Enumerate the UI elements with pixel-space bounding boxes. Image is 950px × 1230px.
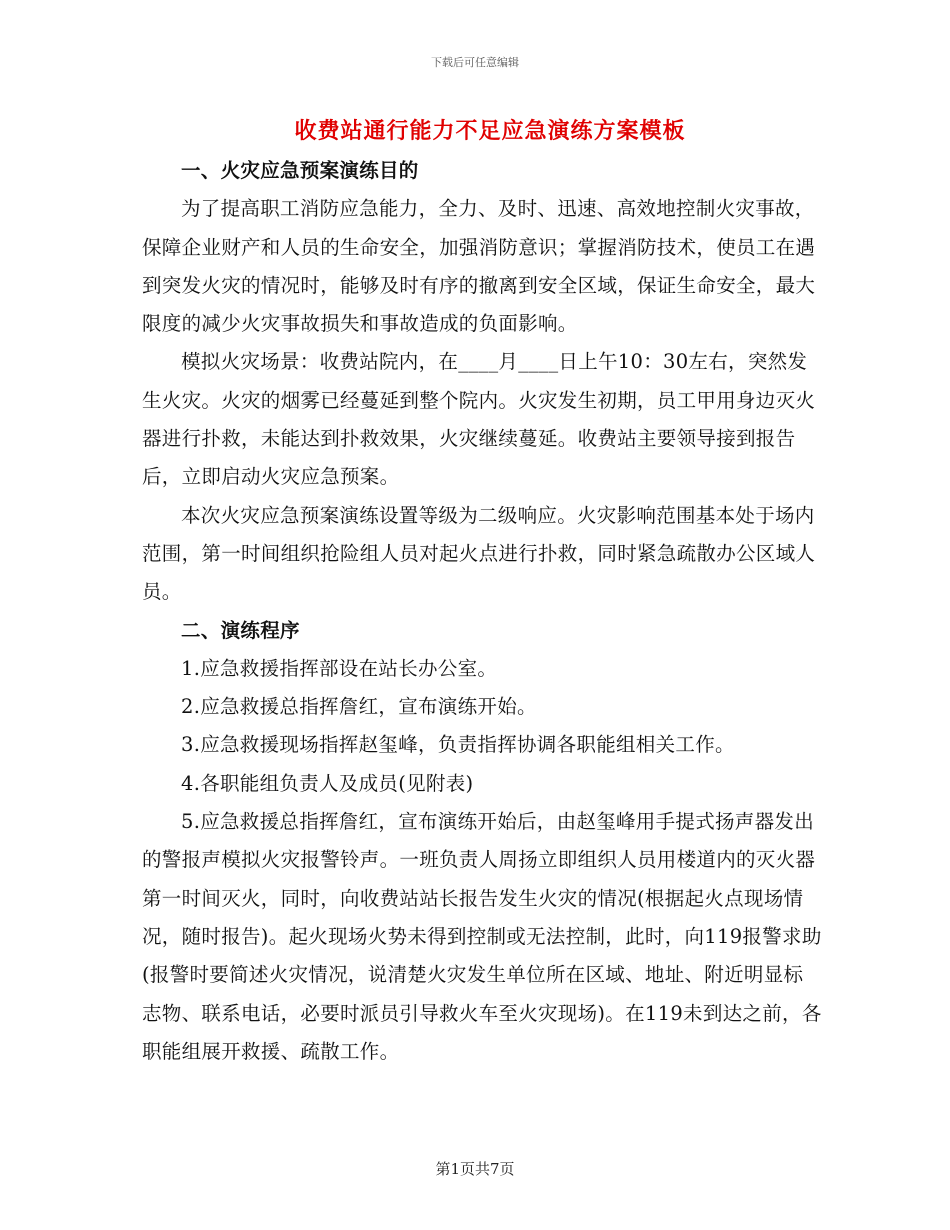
list-item: 1.应急救援指挥部设在站长办公室。 (181, 656, 498, 680)
list-item: 3.应急救援现场指挥赵玺峰，负责指挥协调各职能组相关工作。 (181, 733, 735, 757)
section-heading-drill-procedure: 二、演练程序 (181, 618, 300, 642)
document-title: 收费站通行能力不足应急演练方案模板 (294, 118, 686, 144)
section-heading-fire-drill-purpose: 一、火灾应急预案演练目的 (181, 159, 419, 182)
list-item: 4.各职能组负责人及成员(见附表) (181, 771, 474, 795)
list-item: 2.应急救援总指挥詹红，宣布演练开始。 (181, 695, 537, 719)
page-number: 第1页共7页 (435, 1160, 515, 1178)
paragraph-scenario: 模拟火灾场景：收费站院内，在____月____日上午10：30左右，突然发生火灾。火灾的烟雾已经蔓延到整个院内。火灾发生初期，员工甲用身边灭火器进行扑救，未能达到扑救效果，火灾继续蔓延。收费站主要领导接到报告后，立即启动火灾应急预案。 (142, 350, 816, 489)
list-item: 5.应急救援总指挥詹红，宣布演练开始后，由赵玺峰用手提式扬声器发出的警报声模拟火灾报警铃声。一班负责人周扬立即组织人员用楼道内的灭火器第一时间灭火，同时，向收费站站长报告发生火灾的情况(根据起火点现场情况，随时报告)。起火现场火势未得到控制或无法控制，此时，向119报警求助(报警时要简述火灾情况，说清楚火灾发生单位所在区域、地址、附近明显标志物、联系电话，必要时派员引导救火车至火灾现场)。在119未到达之前，各职能组展开救援、疏散工作。 (142, 810, 822, 1063)
paragraph-response-level: 本次火灾应急预案演练设置等级为二级响应。火灾影响范围基本处于场内范围，第一时间组织抢险组人员对起火点进行扑救，同时紧急疏散办公区域人员。 (142, 503, 816, 604)
document-body (142, 152, 822, 1071)
header-note: 下载后可任意编辑 (431, 56, 519, 69)
paragraph-purpose: 为了提高职工消防应急能力，全力、及时、迅速、高效地控制火灾事故，保障企业财产和人员的生命安全，加强消防意识；掌握消防技术，使员工在遇到突发火灾的情况时，能够及时有序的撤离到安全区域，保证生命安全，最大限度的减少火灾事故损失和事故造成的负面影响。 (142, 197, 816, 336)
